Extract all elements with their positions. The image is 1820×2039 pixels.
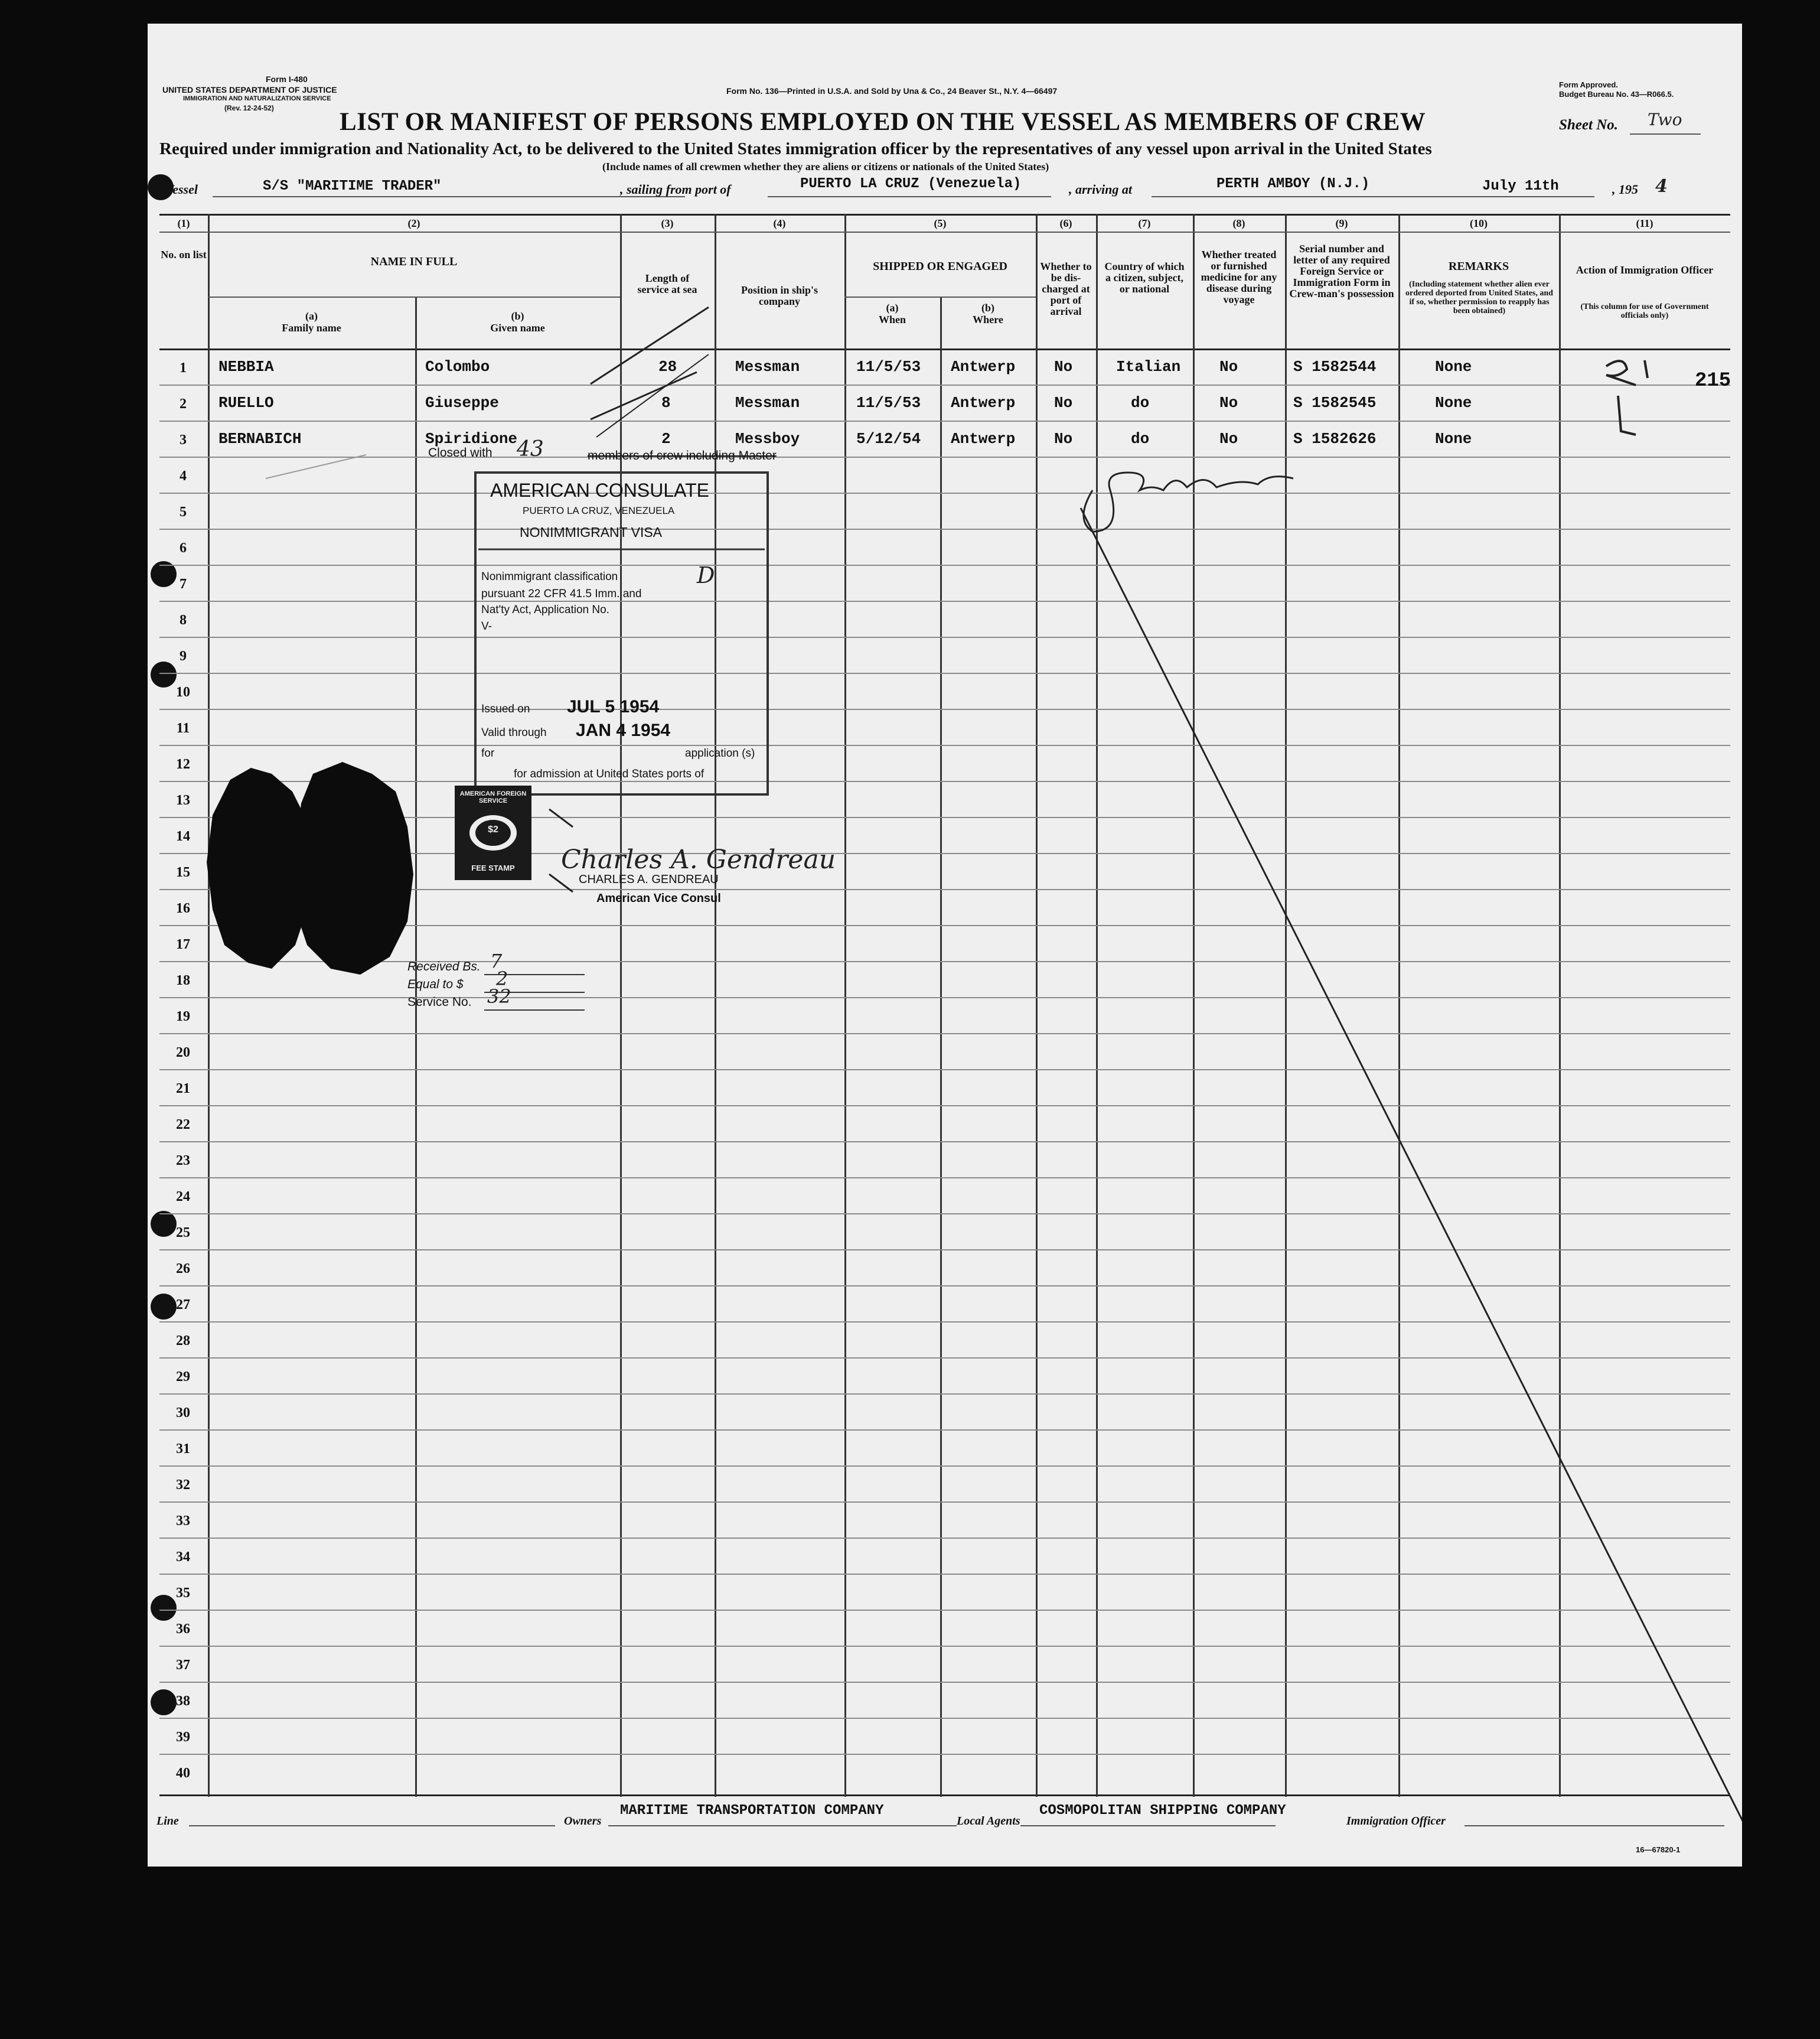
- page-title: LIST OR MANIFEST OF PERSONS EMPLOYED ON THE VESSEL AS MEMBERS OF CREW: [340, 108, 1426, 136]
- header-where: Where: [973, 314, 1003, 325]
- crew-position: Messman: [735, 394, 800, 412]
- manifest-paper: [148, 24, 1742, 1867]
- header-when: When: [878, 314, 906, 325]
- col-number: (5): [934, 217, 947, 229]
- col-number: (10): [1470, 217, 1488, 229]
- row-number: 10: [176, 685, 190, 700]
- receipt-service-value: 32: [487, 985, 511, 1008]
- action-mark: [1606, 361, 1636, 385]
- footer-line-rule: [189, 1825, 555, 1826]
- department: UNITED STATES DEPARTMENT OF JUSTICE: [162, 85, 337, 95]
- header-family-name: Family name: [282, 322, 341, 334]
- col-number: (7): [1138, 217, 1151, 229]
- row-number: 19: [176, 1009, 190, 1024]
- row-number: 13: [176, 793, 190, 808]
- header-no-on-list: No. on list: [161, 249, 207, 260]
- crew-discharged: No: [1054, 394, 1073, 412]
- header-country: Country of which a citizen, subject, or national: [1104, 260, 1185, 295]
- header-action: Action of Immigration Officer: [1576, 264, 1714, 276]
- year-prefix: , 195: [1612, 182, 1638, 197]
- row-number: 38: [176, 1693, 190, 1709]
- stamp-officer-title: American Vice Consul: [596, 892, 721, 905]
- row-number: 33: [176, 1513, 190, 1529]
- pencil-mark: [266, 455, 366, 478]
- col-number: (6): [1059, 217, 1072, 229]
- row-number: 6: [180, 540, 187, 556]
- footer-officer-rule: [1465, 1825, 1724, 1826]
- receipt-received-label: Received Bs.: [407, 960, 481, 973]
- col-number: (1): [177, 217, 190, 229]
- sailing-port: PUERTO LA CRUZ (Venezuela): [800, 176, 1022, 192]
- header-remarks-note: (Including statement whether alien ever ordered deported from United States, and if so, whether permission to reapply has been obtained): [1405, 280, 1553, 315]
- vessel-label: Vessel: [165, 182, 198, 197]
- annotation-layer: [148, 24, 1742, 1867]
- row-number: 8: [180, 613, 187, 628]
- header-discharged: Whether to be dis-charged at port of arrival: [1040, 260, 1092, 317]
- arriving-label: , arriving at: [1069, 182, 1132, 197]
- arriving-port: PERTH AMBOY (N.J.): [1216, 176, 1370, 192]
- crew-when: 11/5/53: [856, 394, 921, 412]
- stamp-application-label: application (s): [685, 747, 755, 760]
- crew-where: Antwerp: [951, 430, 1016, 448]
- sailing-label: , sailing from port of: [620, 182, 731, 197]
- crew-when: 11/5/53: [856, 358, 921, 376]
- year-digit: 4: [1655, 176, 1668, 197]
- crew-remarks: None: [1435, 358, 1472, 376]
- row-number: 18: [176, 973, 190, 988]
- diagonal-cancel-line: [1081, 508, 1742, 1867]
- crew-given-name: Giuseppe: [425, 394, 499, 412]
- arrival-date: July 11th: [1482, 178, 1559, 194]
- stamp-issued-label: Issued on: [481, 703, 530, 715]
- crew-given-name: Spiridione: [425, 430, 518, 448]
- service: IMMIGRATION AND NATURALIZATION SERVICE: [183, 95, 331, 102]
- closing-note-suffix: members of crew including Master: [588, 449, 777, 462]
- crew-remarks: None: [1435, 430, 1472, 448]
- row-number: 32: [176, 1477, 190, 1493]
- receipt-equal-value: 2: [496, 968, 508, 990]
- stamp-officer-name: CHARLES A. GENDREAU: [579, 873, 719, 886]
- crew-position: Messman: [735, 358, 800, 376]
- row-number: 29: [176, 1369, 190, 1385]
- row-number: 9: [180, 649, 187, 664]
- budget-bureau: Budget Bureau No. 43—R066.5.: [1559, 90, 1674, 99]
- crew-discharged: No: [1054, 358, 1073, 376]
- stamp-visa-type: NONIMMIGRANT VISA: [520, 525, 663, 540]
- revision: (Rev. 12-24-52): [224, 104, 274, 112]
- header-shipped: SHIPPED OR ENGAGED: [873, 260, 1007, 273]
- closing-note-prefix: Closed with: [428, 446, 492, 460]
- vessel-name: S/S "MARITIME TRADER": [263, 178, 442, 194]
- row-number: 15: [176, 865, 190, 880]
- header-action-note: (This column for use of Government officials only): [1580, 302, 1709, 320]
- col-number: (9): [1335, 217, 1348, 229]
- crew-family-name: RUELLO: [218, 394, 274, 412]
- col-number: (11): [1636, 217, 1653, 229]
- stamp-valid-label: Valid through: [481, 727, 547, 739]
- stamp-header: AMERICAN CONSULATE: [490, 480, 710, 501]
- row-number: 4: [180, 468, 187, 484]
- row-number: 31: [176, 1441, 190, 1457]
- form-approved: Form Approved.: [1559, 80, 1618, 89]
- crew-country: Italian: [1116, 358, 1181, 376]
- stamp-border: [475, 473, 768, 794]
- header-serial: Serial number and letter of any required Foreign Service or Immigration Form in Crew-man's possession: [1289, 243, 1394, 299]
- crew-country: do: [1131, 394, 1150, 412]
- footer-owners-label: Owners: [564, 1815, 602, 1828]
- row-number: 14: [176, 829, 190, 844]
- row-number: 34: [176, 1549, 190, 1565]
- header-given-b: (b): [511, 310, 524, 322]
- length-strike: [591, 307, 709, 384]
- action-mark: [1645, 360, 1648, 378]
- row-number: 3: [180, 432, 187, 448]
- crew-length: 8: [661, 394, 671, 412]
- header-remarks: REMARKS: [1448, 260, 1509, 273]
- row-number: 40: [176, 1766, 190, 1781]
- footer-form-code: 16—67820-1: [1636, 1845, 1681, 1854]
- receipt-received-value: 7: [490, 950, 503, 972]
- header-position: Position in ship's company: [741, 284, 818, 307]
- footer-agents-label: Local Agents: [957, 1815, 1020, 1828]
- subtitle-note: (Include names of all crewmen whether they are aliens or citizens or nationals of the United States): [602, 161, 1049, 172]
- row-number: 1: [180, 360, 187, 376]
- row-number: 27: [176, 1297, 190, 1312]
- handwriting-scrawl: [1084, 473, 1293, 532]
- row-number: 37: [176, 1657, 190, 1673]
- sheet-value: Two: [1648, 110, 1682, 129]
- stamp-v-label: V-: [481, 620, 492, 633]
- action-mark: [1618, 396, 1636, 435]
- fee-stamp-bottom: FEE STAMP: [471, 864, 515, 872]
- cancel-mark: [549, 874, 573, 892]
- crew-given-name: Colombo: [425, 358, 490, 376]
- footer-agents-rule: [1039, 1825, 1276, 1826]
- header-when-a: (a): [886, 302, 899, 314]
- sheet-label: Sheet No.: [1559, 117, 1618, 133]
- header-name-in-full: NAME IN FULL: [370, 255, 458, 268]
- footer-owners: MARITIME TRANSPORTATION COMPANY: [620, 1803, 884, 1819]
- crew-position: Messboy: [735, 430, 800, 448]
- stamp-city: PUERTO LA CRUZ, VENEZUELA: [523, 505, 675, 516]
- margin-number: 215: [1695, 370, 1731, 392]
- row-number: 23: [176, 1153, 190, 1168]
- subtitle: Required under immigration and Nationality Act, to be delivered to the United States immigration officer by the representatives of any vessel upon arrival in the United States: [159, 139, 1432, 158]
- row-number: 21: [176, 1081, 190, 1096]
- stamp-classification-value: D: [697, 562, 715, 588]
- embossed-seal-right: [295, 762, 413, 975]
- fee-stamp-top: AMERICAN FOREIGN SERVICE: [459, 790, 527, 804]
- col-number: (8): [1232, 217, 1245, 229]
- form-id: Form I-480: [266, 74, 308, 84]
- stamp-pursuant: pursuant 22 CFR 41.5 Imm. and: [481, 588, 642, 600]
- crew-when: 5/12/54: [856, 430, 921, 448]
- fee-stamp-value: $2: [488, 825, 498, 835]
- crew-serial: S 1582544: [1293, 358, 1377, 376]
- crew-discharged: No: [1054, 430, 1073, 448]
- row-number: 36: [176, 1621, 190, 1637]
- cancel-mark: [549, 809, 573, 827]
- crew-where: Antwerp: [951, 394, 1016, 412]
- header-length: Length of service at sea: [637, 272, 697, 295]
- row-number: 20: [176, 1045, 190, 1060]
- row-number: 22: [176, 1117, 190, 1132]
- footer-line-label: Line: [156, 1815, 179, 1828]
- row-number: 30: [176, 1405, 190, 1421]
- row-number: 2: [180, 396, 187, 412]
- row-number: 17: [176, 937, 190, 952]
- stamp-signature: Charles A. Gendreau: [561, 845, 836, 875]
- crew-serial: S 1582545: [1293, 394, 1377, 412]
- receipt-equal-label: Equal to $: [407, 978, 464, 991]
- stamp-issued-value: JUL 5 1954: [567, 697, 660, 716]
- crew-family-name: NEBBIA: [218, 358, 274, 376]
- printer-note: Form No. 136—Printed in U.S.A. and Sold by Una & Co., 24 Beaver St., N.Y. 4—66497: [726, 86, 1058, 96]
- stamp-for-label: for: [481, 747, 495, 760]
- row-number: 24: [176, 1189, 190, 1204]
- row-number: 28: [176, 1333, 190, 1349]
- crew-treated: No: [1219, 358, 1238, 376]
- closing-note-count: 43: [517, 437, 544, 461]
- crew-length: 2: [661, 430, 671, 448]
- crew-treated: No: [1219, 430, 1238, 448]
- col-number: (3): [661, 217, 674, 229]
- header-family-a: (a): [305, 310, 318, 322]
- col-number: (2): [407, 217, 420, 229]
- row-number: 39: [176, 1729, 190, 1745]
- length-strike: [591, 372, 697, 419]
- row-number: 25: [176, 1225, 190, 1240]
- stamp-act: Nat'ty Act, Application No.: [481, 604, 609, 616]
- row-number: 16: [176, 901, 190, 916]
- header-treated: Whether treated or furnished medicine for any disease during voyage: [1201, 249, 1277, 305]
- row-number: 7: [180, 576, 187, 592]
- row-number: 26: [176, 1261, 190, 1276]
- length-strike: [596, 354, 709, 437]
- row-number: 5: [180, 504, 187, 520]
- crew-length: 28: [658, 358, 677, 376]
- footer-agents: COSMOPOLITAN SHIPPING COMPANY: [1039, 1803, 1286, 1819]
- crew-family-name: BERNABICH: [218, 430, 302, 448]
- header-given-name: Given name: [490, 322, 545, 334]
- stamp-classification: Nonimmigrant classification: [481, 571, 618, 583]
- crew-treated: No: [1219, 394, 1238, 412]
- receipt-service-label: Service No.: [407, 995, 472, 1009]
- stamp-admission: for admission at United States ports of: [514, 768, 704, 780]
- row-number: 35: [176, 1585, 190, 1601]
- crew-serial: S 1582626: [1293, 430, 1377, 448]
- stamp-valid-value: JAN 4 1954: [576, 721, 671, 740]
- row-number: 11: [176, 721, 190, 736]
- header-where-b: (b): [981, 302, 994, 314]
- crew-where: Antwerp: [951, 358, 1016, 376]
- row-number: 12: [176, 757, 190, 772]
- crew-remarks: None: [1435, 394, 1472, 412]
- crew-country: do: [1131, 430, 1150, 448]
- col-number: (4): [773, 217, 786, 229]
- footer-officer-label: Immigration Officer: [1346, 1815, 1446, 1828]
